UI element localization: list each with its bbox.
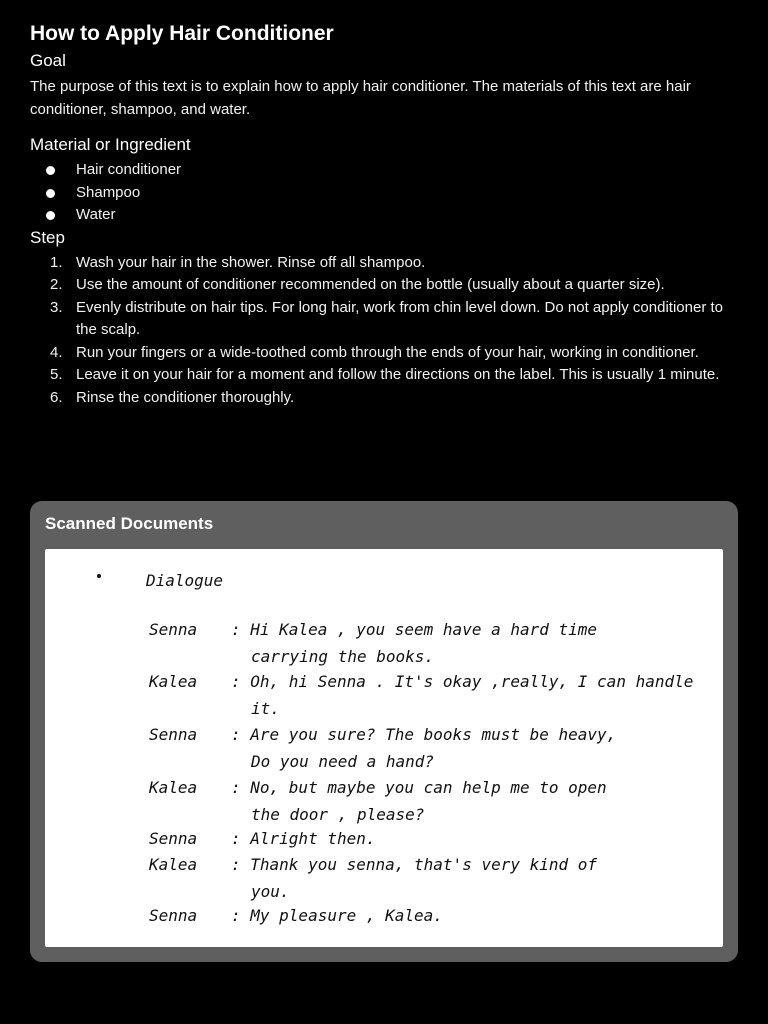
dialogue-speaker: Senna bbox=[149, 829, 198, 848]
goal-heading: Goal bbox=[30, 51, 66, 70]
dialogue-text: : Oh, hi Senna . It's okay ,really, I can handle bbox=[231, 672, 694, 691]
dialogue-speaker: Kalea bbox=[149, 855, 198, 874]
step-item bbox=[30, 342, 742, 365]
material-item bbox=[30, 182, 742, 205]
handwriting-svg bbox=[45, 549, 723, 947]
dialogue-speaker: Senna bbox=[149, 906, 198, 925]
step-number: 5. bbox=[50, 366, 63, 383]
note-title: How to Apply Hair Conditioner bbox=[30, 22, 334, 45]
note-content bbox=[30, 18, 742, 409]
step-list bbox=[30, 252, 742, 410]
dialogue-text: the door , please? bbox=[251, 805, 425, 824]
scanned-documents-card[interactable] bbox=[30, 501, 738, 962]
step-number: 6. bbox=[50, 388, 63, 406]
dialogue-speaker: Kalea bbox=[149, 672, 198, 691]
step-text: Use the amount of conditioner recommended on the bottle (usually about a quarter size). bbox=[76, 276, 665, 293]
dialogue-text: Do you need a hand? bbox=[251, 752, 435, 771]
material-item bbox=[30, 204, 742, 227]
material-item-label: Water bbox=[76, 206, 116, 223]
dialogue-text: : No, but maybe you can help me to open bbox=[231, 778, 607, 797]
step-text: Wash your hair in the shower. Rinse off all shampoo. bbox=[76, 253, 426, 271]
step-item bbox=[30, 252, 742, 275]
step-number: 1. bbox=[50, 253, 63, 271]
dialogue-lines bbox=[148, 620, 693, 925]
dialogue-text: you. bbox=[251, 882, 290, 901]
bullet-icon bbox=[46, 189, 55, 198]
bullet-icon bbox=[46, 211, 55, 220]
step-text: Leave it on your hair for a moment and follow the directions on the label. This is usually 1 minute. bbox=[76, 366, 720, 383]
material-item bbox=[30, 159, 742, 182]
step-text: Rinse the conditioner thoroughly. bbox=[76, 388, 295, 406]
dialogue-text: : My pleasure , Kalea. bbox=[231, 906, 443, 925]
step-item bbox=[30, 364, 742, 387]
bullet-icon bbox=[46, 166, 55, 175]
dialogue-speaker: Kalea bbox=[149, 778, 198, 797]
step-item bbox=[30, 297, 742, 342]
scanned-document-page[interactable] bbox=[45, 549, 723, 947]
material-list bbox=[30, 159, 742, 227]
dialogue-speaker: Senna bbox=[149, 620, 198, 639]
dialogue-text: : Thank you senna, that's very kind of bbox=[231, 855, 598, 874]
step-item bbox=[30, 387, 742, 410]
step-number: 2. bbox=[50, 276, 63, 293]
dialogue-text: it. bbox=[251, 699, 280, 718]
dialogue-text: : Alright then. bbox=[231, 829, 376, 848]
goal-text: The purpose of this text is to explain how to apply hair conditioner. The materials of this text are hair conditioner, shampoo, and water. bbox=[30, 78, 691, 118]
scanned-documents-title: Scanned Documents bbox=[45, 514, 214, 533]
material-heading: Material or Ingredient bbox=[30, 135, 191, 154]
step-text: Evenly distribute on hair tips. For long hair, work from chin level down. Do not apply conditioner to the scalp. bbox=[76, 298, 723, 338]
step-number: 3. bbox=[50, 298, 63, 316]
material-item-label: Hair conditioner bbox=[76, 161, 182, 178]
material-item-label: Shampoo bbox=[76, 183, 141, 201]
dialogue-text: : Hi Kalea , you seem have a hard time bbox=[231, 620, 598, 639]
step-number: 4. bbox=[50, 343, 63, 361]
bullet-dot-icon bbox=[97, 574, 101, 578]
dialogue-text: carrying the books. bbox=[251, 647, 435, 666]
step-heading: Step bbox=[30, 227, 65, 247]
step-item bbox=[30, 274, 742, 297]
dialogue-text: : Are you sure? The books must be heavy, bbox=[231, 725, 617, 744]
dialogue-heading: Dialogue bbox=[146, 571, 224, 590]
dialogue-speaker: Senna bbox=[149, 725, 198, 744]
step-text: Run your fingers or a wide-toothed comb through the ends of your hair, working in conditioner. bbox=[76, 343, 699, 361]
